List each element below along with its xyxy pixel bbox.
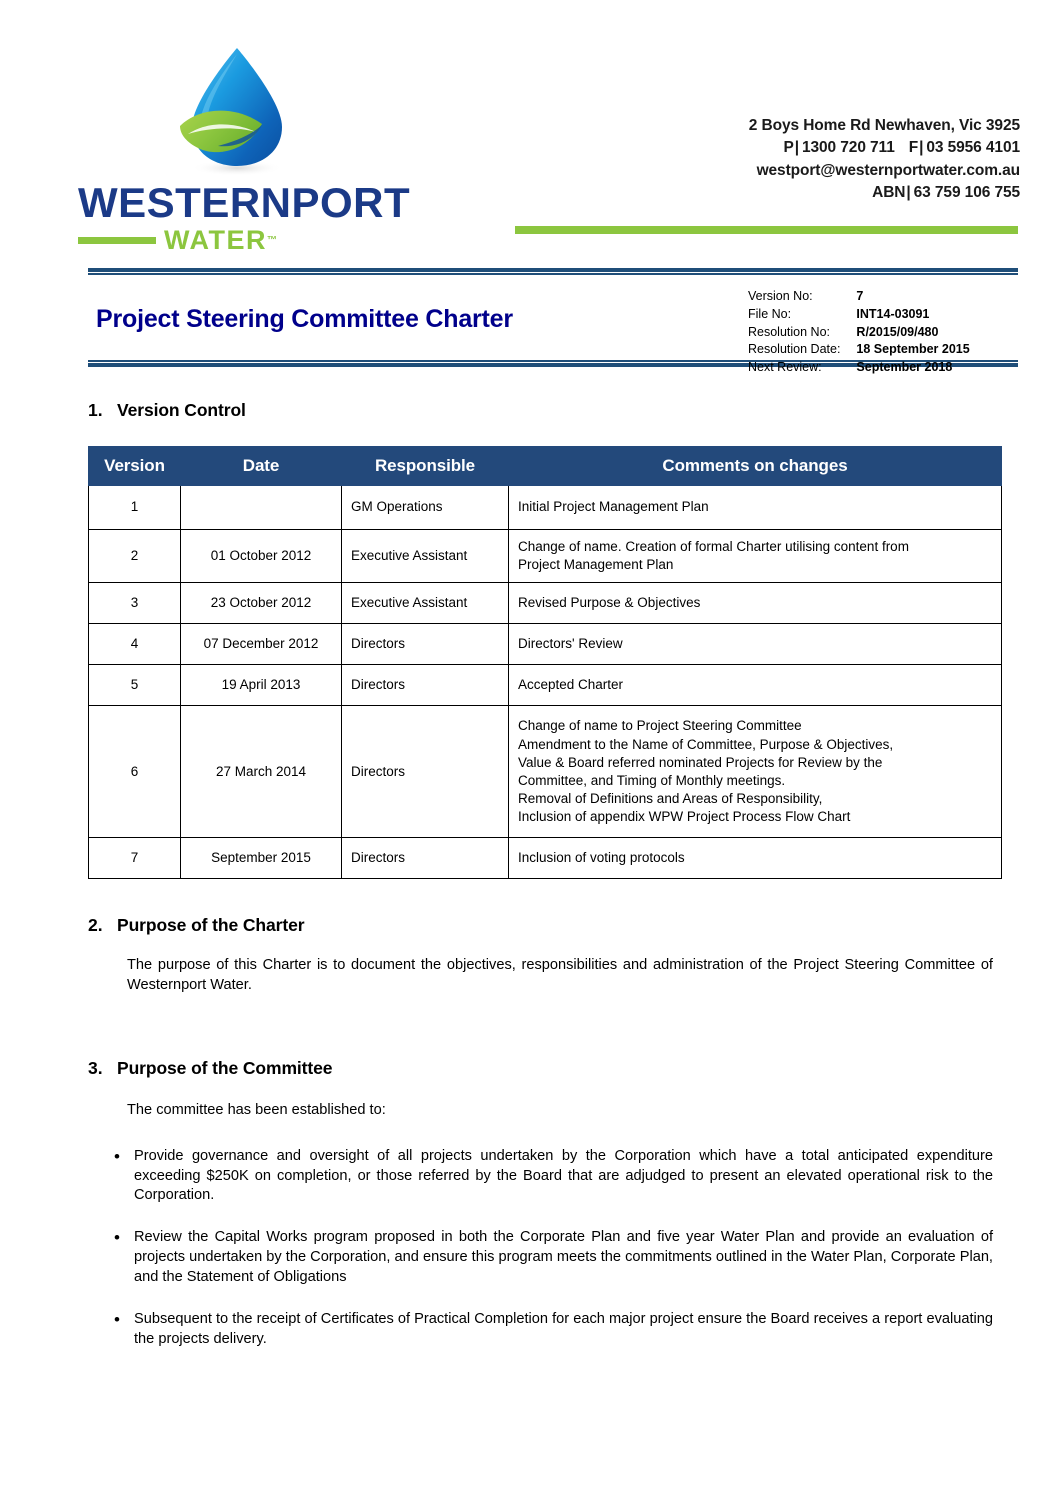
abn-label: ABN xyxy=(872,184,906,202)
title-rule-top xyxy=(88,268,1018,275)
meta-row-file xyxy=(748,306,970,324)
cell-date: 07 December 2012 xyxy=(181,624,342,665)
bullet-point-icon: • xyxy=(114,1146,120,1166)
section-title-2: Purpose of the Charter xyxy=(117,915,305,936)
column-header-date: Date xyxy=(181,447,342,486)
section-number-2: 2. xyxy=(88,915,103,936)
brand-green-rule xyxy=(515,226,1018,234)
cell-comments xyxy=(509,486,1002,530)
meta-row-resolution xyxy=(748,324,970,342)
cell-responsible: Directors xyxy=(342,838,509,879)
cell-comments xyxy=(509,706,1002,838)
meta-value-file: INT14-03091 xyxy=(856,306,930,321)
comment-line: Committee, and Timing of Monthly meetings. xyxy=(518,772,786,788)
contact-abn: ABN| 63 759 106 755 xyxy=(872,184,1020,202)
comment-line: Value & Board referred nominated Projects for Review by the xyxy=(518,754,883,770)
contact-address: 2 Boys Home Rd Newhaven, Vic 3925 xyxy=(748,117,1020,134)
committee-purpose-bullets xyxy=(88,1147,993,1350)
meta-label-resolution-date: Resolution Date: xyxy=(748,342,841,357)
cell-date: September 2015 xyxy=(181,838,342,879)
table-row xyxy=(89,624,1002,665)
comment-line: Initial Project Management Plan xyxy=(518,499,709,515)
cell-date: 23 October 2012 xyxy=(181,583,342,624)
cell-version: 1 xyxy=(89,486,181,530)
cell-version: 7 xyxy=(89,838,181,879)
section-heading-purpose-of-committee xyxy=(88,1058,1018,1079)
bullet-point-icon: • xyxy=(114,1309,120,1329)
cell-responsible: Directors xyxy=(342,624,509,665)
version-control-table xyxy=(88,446,1002,879)
column-header-version: Version xyxy=(89,447,181,486)
list-item xyxy=(88,1310,993,1350)
comment-line: Change of name to Project Steering Committee xyxy=(518,718,802,734)
section-title-1: Version Control xyxy=(117,400,246,420)
cell-comments xyxy=(509,530,1002,583)
table-header-row xyxy=(89,447,1002,486)
comment-line: Accepted Charter xyxy=(518,677,624,693)
cell-comments xyxy=(509,665,1002,706)
cell-comments xyxy=(509,838,1002,879)
list-item xyxy=(88,1228,993,1288)
comment-line: Revised Purpose & Objectives xyxy=(518,595,701,611)
cell-version: 3 xyxy=(89,583,181,624)
phone-number: 1300 720 711 xyxy=(801,139,895,157)
trademark-mark: ™ xyxy=(267,234,277,246)
list-item xyxy=(88,1147,993,1207)
comment-line: Change of name. Creation of formal Charter utilising content from xyxy=(518,539,909,554)
table-row xyxy=(89,530,1002,583)
company-logo xyxy=(78,42,411,255)
table-row xyxy=(89,838,1002,879)
cell-comments xyxy=(509,583,1002,624)
abn-number: 63 759 106 755 xyxy=(913,184,1020,202)
letterhead xyxy=(0,0,1058,255)
section-heading-purpose-of-charter xyxy=(88,915,1018,936)
section-number-1: 1. xyxy=(88,400,103,420)
cell-version: 6 xyxy=(89,706,181,838)
meta-label-next-review: Next Review: xyxy=(748,360,822,374)
bullet-text: Subsequent to the receipt of Certificates of Practical Completion for each major project ensure the Board receives a report evaluating the projects delivery. xyxy=(134,1310,993,1347)
contact-block xyxy=(749,115,1020,205)
meta-label-version: Version No: xyxy=(748,289,813,303)
document-body xyxy=(88,400,1018,1371)
wordmark-westernport: WESTERNPORT xyxy=(78,179,411,226)
bullet-point-icon: • xyxy=(114,1228,120,1248)
meta-label-file: File No: xyxy=(748,306,792,321)
comment-line: Project Management Plan xyxy=(518,557,674,573)
comment-line: Directors' Review xyxy=(518,636,623,652)
comment-line: Inclusion of appendix WPW Project Process Flow Chart xyxy=(518,808,851,824)
column-header-responsible: Responsible xyxy=(342,447,509,486)
meta-value-version: 7 xyxy=(856,289,864,303)
cell-date: 27 March 2014 xyxy=(181,706,342,838)
comment-line: Inclusion of voting protocols xyxy=(518,850,685,866)
committee-intro-paragraph: The committee has been established to: xyxy=(127,1101,386,1118)
water-droplet-leaf-logo-icon xyxy=(178,42,296,177)
page-title: Project Steering Committee Charter xyxy=(96,305,513,333)
cell-version: 4 xyxy=(89,624,181,665)
fax-label: F xyxy=(908,139,919,157)
table-row xyxy=(89,706,1002,838)
cell-date: 19 April 2013 xyxy=(181,665,342,706)
cell-responsible: Executive Assistant xyxy=(342,583,509,624)
table-row xyxy=(89,486,1002,530)
meta-value-next-review: September 2018 xyxy=(856,360,953,374)
table-row xyxy=(89,665,1002,706)
meta-value-resolution-date: 18 September 2015 xyxy=(856,342,970,357)
comment-line: Removal of Definitions and Areas of Responsibility, xyxy=(518,790,823,806)
bullet-text: Provide governance and oversight of all projects undertaken by the Corporation which have a total anticipated expenditure exceeding $250K on completion, or those referred by the Board that are adjudged to present an elevated operational risk to the Corporation. xyxy=(134,1147,993,1204)
table-row xyxy=(89,583,1002,624)
wordmark-water: WATER xyxy=(164,224,267,255)
document-metadata xyxy=(748,288,970,377)
cell-date xyxy=(181,486,342,530)
meta-row-next-review xyxy=(748,359,970,377)
phone-label: P xyxy=(783,139,794,157)
meta-value-resolution: R/2015/09/480 xyxy=(856,324,939,339)
cell-responsible: Directors xyxy=(342,706,509,838)
cell-responsible: Executive Assistant xyxy=(342,530,509,583)
meta-row-resolution-date xyxy=(748,341,970,359)
cell-version: 2 xyxy=(89,530,181,583)
purpose-of-charter-paragraph: The purpose of this Charter is to document the objectives, responsibilities and administration of the Project Steering Committee of Westernport Water. xyxy=(127,957,993,993)
section-heading-version-control xyxy=(88,400,1018,421)
fax-number: 03 5956 4101 xyxy=(926,139,1020,157)
column-header-comments: Comments on changes xyxy=(509,447,1002,486)
meta-label-resolution: Resolution No: xyxy=(748,324,830,339)
cell-responsible: GM Operations xyxy=(342,486,509,530)
bullet-text: Review the Capital Works program proposed in both the Corporate Plan and five year Water Plan and provide an evaluation of projects undertaken by the Corporation, and ensure this program meets the commitments outlined in the Water Plan, Corporate Plan, and the Statement of Obligations xyxy=(134,1229,993,1285)
wordmark-dash xyxy=(78,237,156,244)
cell-version: 5 xyxy=(89,665,181,706)
company-wordmark xyxy=(78,179,411,255)
section-number-3: 3. xyxy=(88,1057,103,1078)
meta-row-version xyxy=(748,288,970,306)
comment-line: Amendment to the Name of Committee, Purpose & Objectives, xyxy=(518,736,894,752)
contact-phone-fax: P| 1300 720 711 F| 03 5956 4101 xyxy=(783,139,1020,157)
cell-date: 01 October 2012 xyxy=(181,530,342,583)
cell-responsible: Directors xyxy=(342,665,509,706)
section-title-3: Purpose of the Committee xyxy=(117,1057,333,1078)
title-band xyxy=(88,268,1018,374)
contact-email: westport@westernportwater.com.au xyxy=(756,161,1020,179)
cell-comments xyxy=(509,624,1002,665)
